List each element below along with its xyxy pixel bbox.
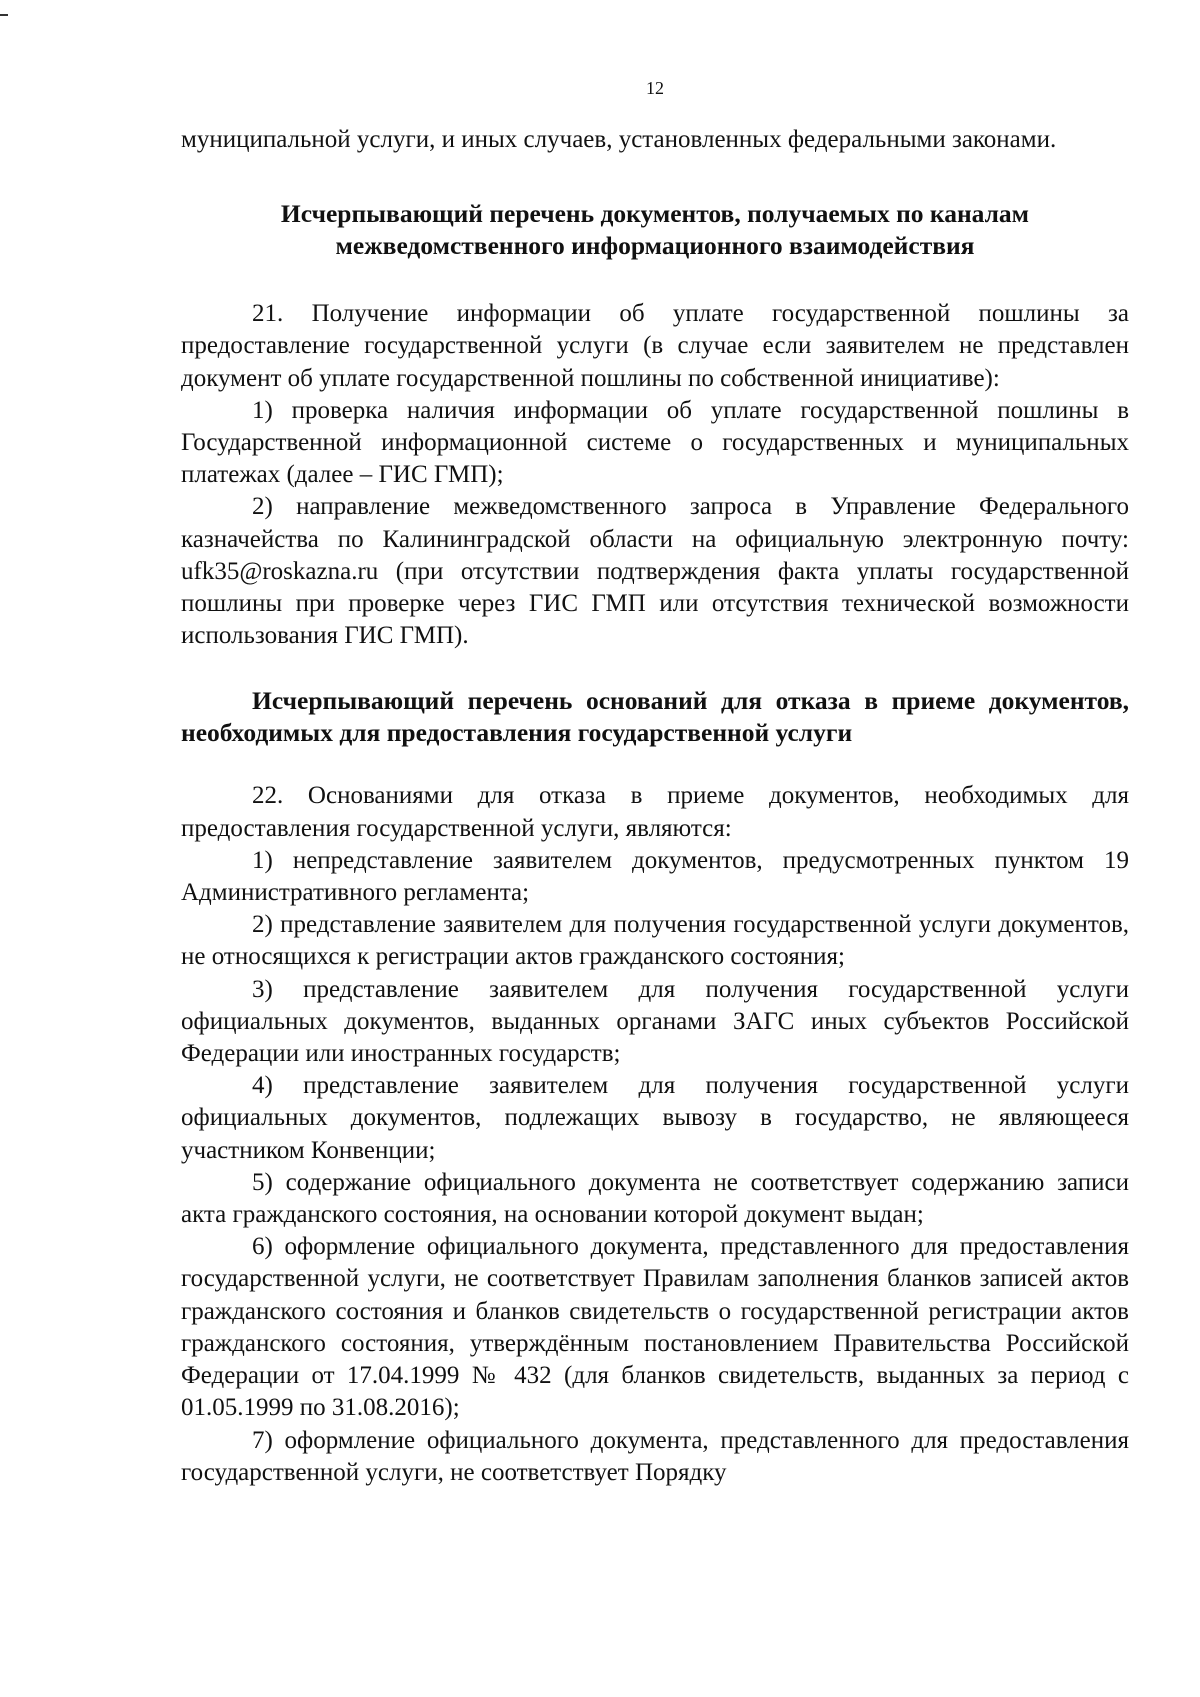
- section-2-list-item-3: 3) представление заявителем для получения государственной услуги официальных документов, выданных органами ЗАГС иных субъектов Российской Федерации или иностранных государств;: [181, 975, 1129, 1068]
- section-2-list-item-5: 5) содержание официального документа не соответствует содержанию записи акта гражданского состояния, на основании которой документ выдан;: [181, 1168, 1129, 1229]
- paragraph-21: 21. Получение информации об уплате государственной пошлины за предоставление государственной услуги (в случае если заявителем не представлен документ об уплате государственной пошлины по собственной инициативе):: [181, 300, 1129, 392]
- intro-continuation: муниципальной услуги, и иных случаев, установленных федеральными законами.: [181, 126, 1057, 153]
- section-2-list-item-7: 7) оформление официального документа, представленного для предоставления государственной услуги, не соответствует Порядку: [181, 1426, 1129, 1486]
- section-2-list-item-4: 4) представление заявителем для получения государственной услуги официальных документов, подлежащих вывозу в государство, не являющееся участником Конвенции;: [181, 1072, 1129, 1164]
- section-2-list-item-2: 2) представление заявителем для получения государственной услуги документов, не относящихся к регистрации актов гражданского состояния;: [181, 911, 1129, 971]
- section-2-list-item-6: 6) оформление официального документа, представленного для предоставления государственной услуги, не соответствует Правилам заполнения бланков записей актов гражданского состояния и бланков свидетельств о государственной регистрации актов гражданского состояния, утверждённым постановлением Правительства Российской Федерации от 17.04.1999 № 432 (для бланков свидетельств, выданных за период с 01.05.1999 по 31.08.2016);: [181, 1233, 1129, 1422]
- section-2-list-item-1: 1) непредставление заявителем документов, предусмотренных пунктом 19 Административного регламента;: [181, 846, 1129, 907]
- section-1-list-item-1: 1) проверка наличия информации об уплате государственной пошлины в Государственной информационной системе о государственных и муниципальных платежах (далее – ГИС ГМП);: [181, 396, 1129, 489]
- section-1-heading: [181, 198, 1129, 262]
- section-1-list-item-2: 2) направление межведомственного запроса в Управление Федерального казначейства по Калининградской области на официальную электронную почту: ufk35@roskazna.ru (при отсутствии подтверждения факта уплаты государственной пошлины при проверке через ГИС ГМП или отсутствия технической возможности использования ГИС ГМП).: [181, 493, 1129, 650]
- document-body: [181, 124, 1129, 1489]
- page-number: 12: [646, 78, 664, 98]
- paragraph-22: 22. Основаниями для отказа в приеме документов, необходимых для предоставления государственной услуги, являются:: [181, 782, 1129, 842]
- scan-margin-mark: [0, 14, 8, 16]
- section-2-heading: Исчерпывающий перечень оснований для отказа в приеме документов, необходимых для предоставления государственной услуги: [181, 686, 1129, 748]
- section-1-heading-line-1: Исчерпывающий перечень документов, получаемых по каналам: [280, 199, 1030, 229]
- section-1-heading-line-2: межведомственного информационного взаимодействия: [335, 231, 975, 261]
